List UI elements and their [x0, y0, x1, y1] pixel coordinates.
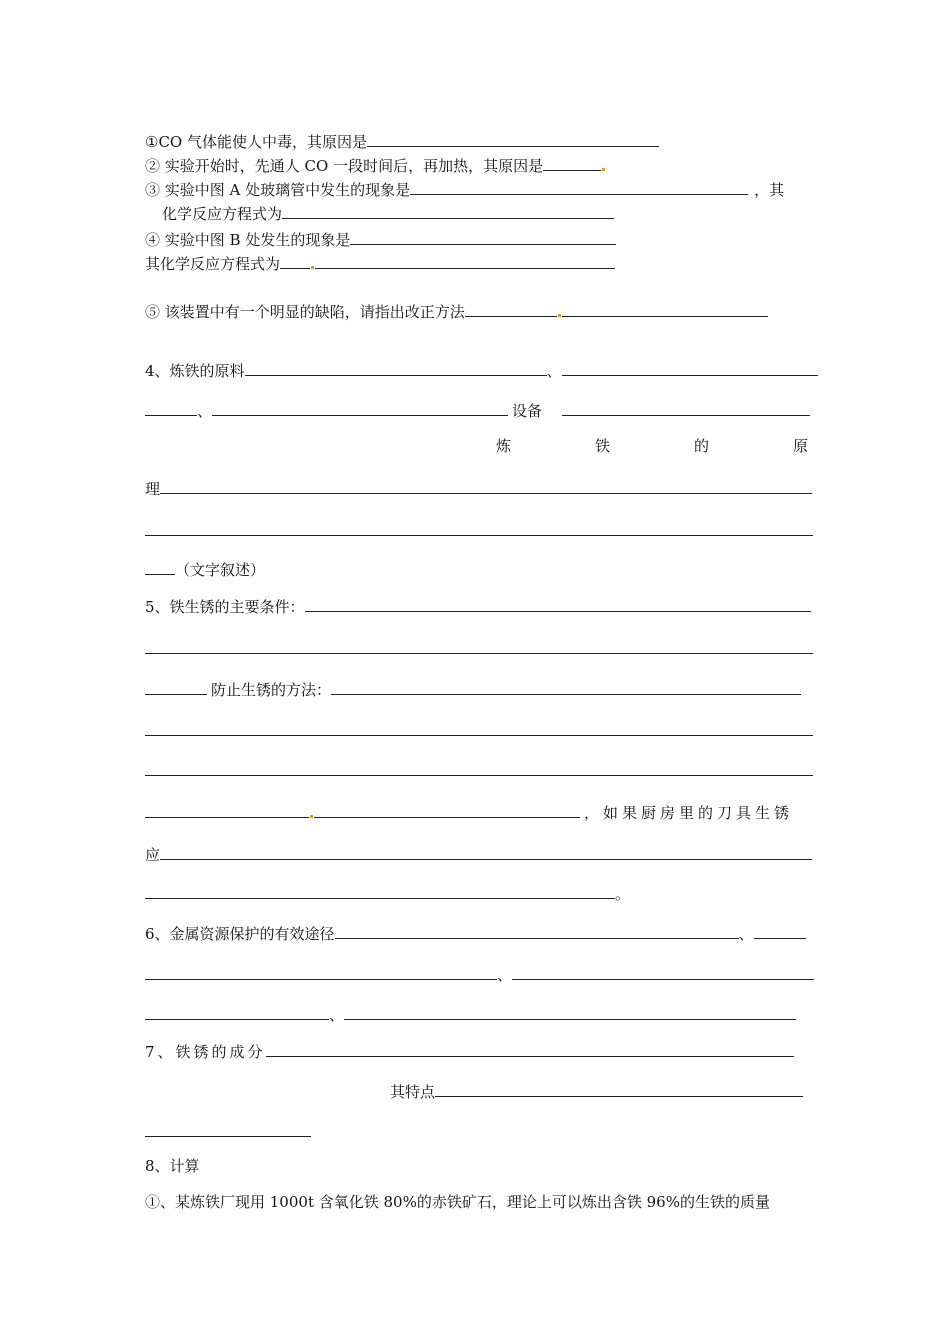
q3-item3-text: ③ 实验中图 A 处玻璃管中发生的现象是 — [145, 181, 411, 199]
q3-item4 — [145, 228, 616, 250]
answer-blank[interactable] — [350, 228, 616, 245]
q5-line6 — [145, 801, 793, 823]
q3-item4-text: ④ 实验中图 B 处发生的现象是 — [145, 231, 351, 249]
q4-principle-char: 原 — [792, 437, 808, 455]
answer-blank[interactable] — [145, 1003, 329, 1020]
answer-blank[interactable] — [562, 399, 810, 416]
q3-item5-text: ⑤ 该装置中有一个明显的缺陷，请指出改正方法 — [145, 303, 465, 321]
answer-blank[interactable] — [410, 178, 748, 195]
q4-label: 4、炼铁的原料 — [145, 362, 245, 380]
q8-label-line — [145, 1156, 200, 1178]
answer-blank[interactable] — [160, 477, 812, 494]
q7-line1 — [145, 1040, 794, 1062]
answer-blank[interactable] — [145, 637, 813, 654]
q3-item2-text: ② 实验开始时，先通人 CO 一段时间后，再加热，其原因是 — [145, 157, 544, 175]
answer-blank[interactable] — [465, 300, 557, 317]
answer-blank[interactable] — [754, 922, 806, 939]
q4-line2 — [145, 399, 810, 421]
q3-item4-eq-label: 其化学反应方程式为 — [145, 255, 281, 273]
answer-blank[interactable] — [145, 678, 207, 695]
q6-separator: 、 — [329, 1006, 345, 1024]
answer-blank[interactable] — [282, 202, 614, 219]
q4-line6 — [145, 558, 265, 580]
q3-item3-eq-label: 化学反应方程式为 — [162, 205, 283, 223]
answer-blank[interactable] — [145, 719, 813, 736]
q7-label: 7、铁锈的成分 — [145, 1043, 266, 1061]
answer-blank[interactable] — [266, 1040, 794, 1057]
answer-blank[interactable] — [367, 130, 659, 147]
q5-line8 — [145, 882, 630, 904]
q4-principle-char: 的 — [693, 437, 709, 455]
q8-item1-text: ①、某炼铁厂现用 1000t 含氧化铁 80%的赤铁矿石，理论上可以炼出含铁 96%的生铁的质量 — [145, 1193, 770, 1211]
q7-line2 — [390, 1080, 803, 1102]
q3-item3-cont — [162, 202, 614, 224]
q4-principle-char: 铁 — [594, 437, 610, 455]
answer-blank[interactable] — [145, 963, 497, 980]
q3-item4-cont — [145, 252, 615, 274]
answer-blank[interactable] — [435, 1080, 803, 1097]
q4-principle-char: 炼 — [496, 437, 512, 455]
q4-li-char: 理 — [145, 480, 161, 498]
q5-line7 — [145, 843, 812, 865]
q6-separator: 、 — [497, 966, 513, 984]
q3-item3 — [145, 178, 784, 200]
q3-item5 — [145, 300, 768, 322]
answer-blank[interactable] — [145, 882, 615, 899]
answer-blank[interactable] — [512, 963, 814, 980]
answer-blank[interactable] — [543, 154, 601, 171]
q4-note: （文字叙述） — [175, 561, 266, 579]
q5-prevent-label: 防止生锈的方法： — [211, 681, 332, 699]
orange-dot-mark — [558, 314, 561, 317]
q4-line4 — [145, 477, 812, 499]
q4-equipment-label: 设备 — [512, 402, 543, 420]
answer-blank[interactable] — [280, 252, 310, 269]
answer-blank[interactable] — [160, 843, 812, 860]
q6-separator: 、 — [738, 925, 754, 943]
q6-line2 — [145, 963, 814, 985]
q5-end-mark: 。 — [615, 885, 631, 903]
answer-blank[interactable] — [245, 359, 547, 376]
q5-line1 — [145, 595, 811, 617]
answer-blank[interactable] — [145, 759, 813, 776]
orange-dot-mark — [311, 266, 314, 269]
orange-dot-mark — [602, 168, 605, 171]
q7-feature-label: 其特点 — [390, 1083, 436, 1101]
q6-line1 — [145, 922, 806, 944]
answer-blank[interactable] — [335, 922, 739, 939]
answer-blank[interactable] — [145, 1120, 311, 1137]
q8-label: 8、计算 — [145, 1157, 200, 1175]
answer-blank[interactable] — [562, 359, 818, 376]
q6-label: 6、金属资源保护的有效途径 — [145, 925, 335, 943]
q4-separator: 、 — [197, 402, 213, 420]
answer-blank[interactable] — [562, 300, 768, 317]
answer-blank[interactable] — [305, 595, 811, 612]
q3-item2 — [145, 154, 606, 176]
answer-blank[interactable] — [145, 399, 197, 416]
q5-label: 5、铁生锈的主要条件： — [145, 598, 305, 616]
q3-item1 — [145, 130, 659, 152]
q4-line1 — [145, 359, 818, 381]
answer-blank[interactable] — [314, 801, 580, 818]
q5-knife-text: ，如果厨房里的刀具生锈 — [584, 804, 794, 822]
answer-blank[interactable] — [145, 801, 309, 818]
answer-blank[interactable] — [212, 399, 508, 416]
q6-line3 — [145, 1003, 796, 1025]
answer-blank[interactable] — [315, 252, 615, 269]
answer-blank[interactable] — [145, 558, 175, 575]
answer-blank[interactable] — [145, 519, 813, 536]
q8-item1 — [145, 1192, 770, 1214]
q3-item3-tail: ，其 — [754, 181, 785, 199]
orange-dot-mark — [310, 815, 313, 818]
answer-blank[interactable] — [344, 1003, 796, 1020]
q5-line3 — [145, 678, 801, 700]
q4-principle-heading — [496, 436, 808, 458]
answer-blank[interactable] — [331, 678, 801, 695]
q5-ying-char: 应 — [145, 846, 161, 864]
q3-item1-text: ①CO 气体能使人中毒，其原因是 — [145, 133, 367, 151]
q4-separator: 、 — [546, 362, 562, 380]
